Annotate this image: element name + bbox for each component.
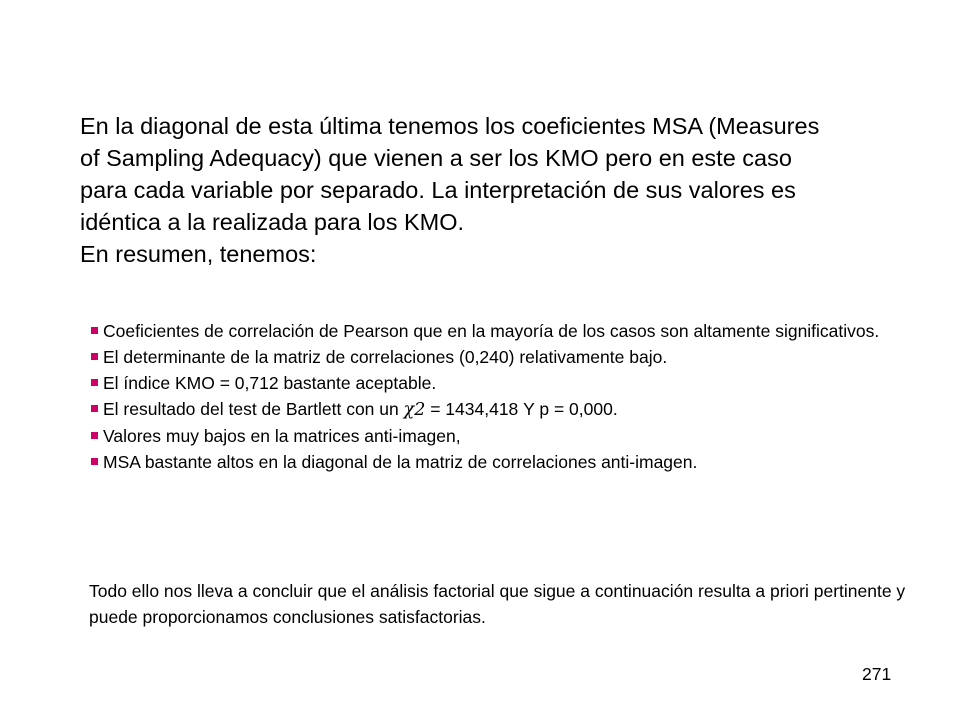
bullet-text-after: = 1434,418 Y p = 0,000.: [425, 399, 618, 419]
bullet-text: MSA bastante altos en la diagonal de la matriz de correlaciones anti-imagen.: [103, 452, 698, 472]
chi-square-symbol: χ2: [403, 400, 426, 420]
bullet-text: Valores muy bajos en la matrices anti-imagen,: [103, 426, 461, 446]
bullet-item: [89, 423, 924, 449]
square-bullet-icon: [91, 458, 98, 465]
bullet-item: [89, 449, 924, 475]
bullet-item: [89, 370, 924, 396]
square-bullet-icon: [91, 379, 98, 386]
square-bullet-icon: [91, 353, 98, 360]
bullet-text-before: El resultado del test de Bartlett con un: [103, 399, 404, 419]
square-bullet-icon: [91, 327, 98, 334]
intro-block: [80, 110, 840, 270]
bullet-text: El índice KMO = 0,712 bastante aceptable.: [103, 373, 437, 393]
bullet-text: Coeficientes de correlación de Pearson que en la mayoría de los casos son altamente significativos.: [103, 321, 880, 341]
bullet-text: El determinante de la matriz de correlaciones (0,240) relativamente bajo.: [103, 347, 668, 367]
summary-bullet-list: [89, 318, 924, 475]
summary-lead: En resumen, tenemos:: [80, 241, 317, 267]
conclusion-paragraph: Todo ello nos lleva a concluir que el análisis factorial que sigue a continuación resulta a priori pertinente y puede proporcionamos conclusiones satisfactorias.: [89, 581, 906, 627]
bullet-item: [89, 344, 924, 370]
bullet-item: [89, 318, 924, 344]
intro-paragraph: En la diagonal de esta última tenemos los coeficientes MSA (Measures of Sampling Adequacy) que vienen a ser los KMO pero en este caso para cada variable por separado. La interpretación de sus valores es idéntica a la realizada para los KMO.: [80, 113, 820, 235]
page-number: 271: [862, 664, 892, 684]
square-bullet-icon: [91, 405, 98, 412]
bullet-item: [89, 396, 924, 423]
square-bullet-icon: [91, 432, 98, 439]
